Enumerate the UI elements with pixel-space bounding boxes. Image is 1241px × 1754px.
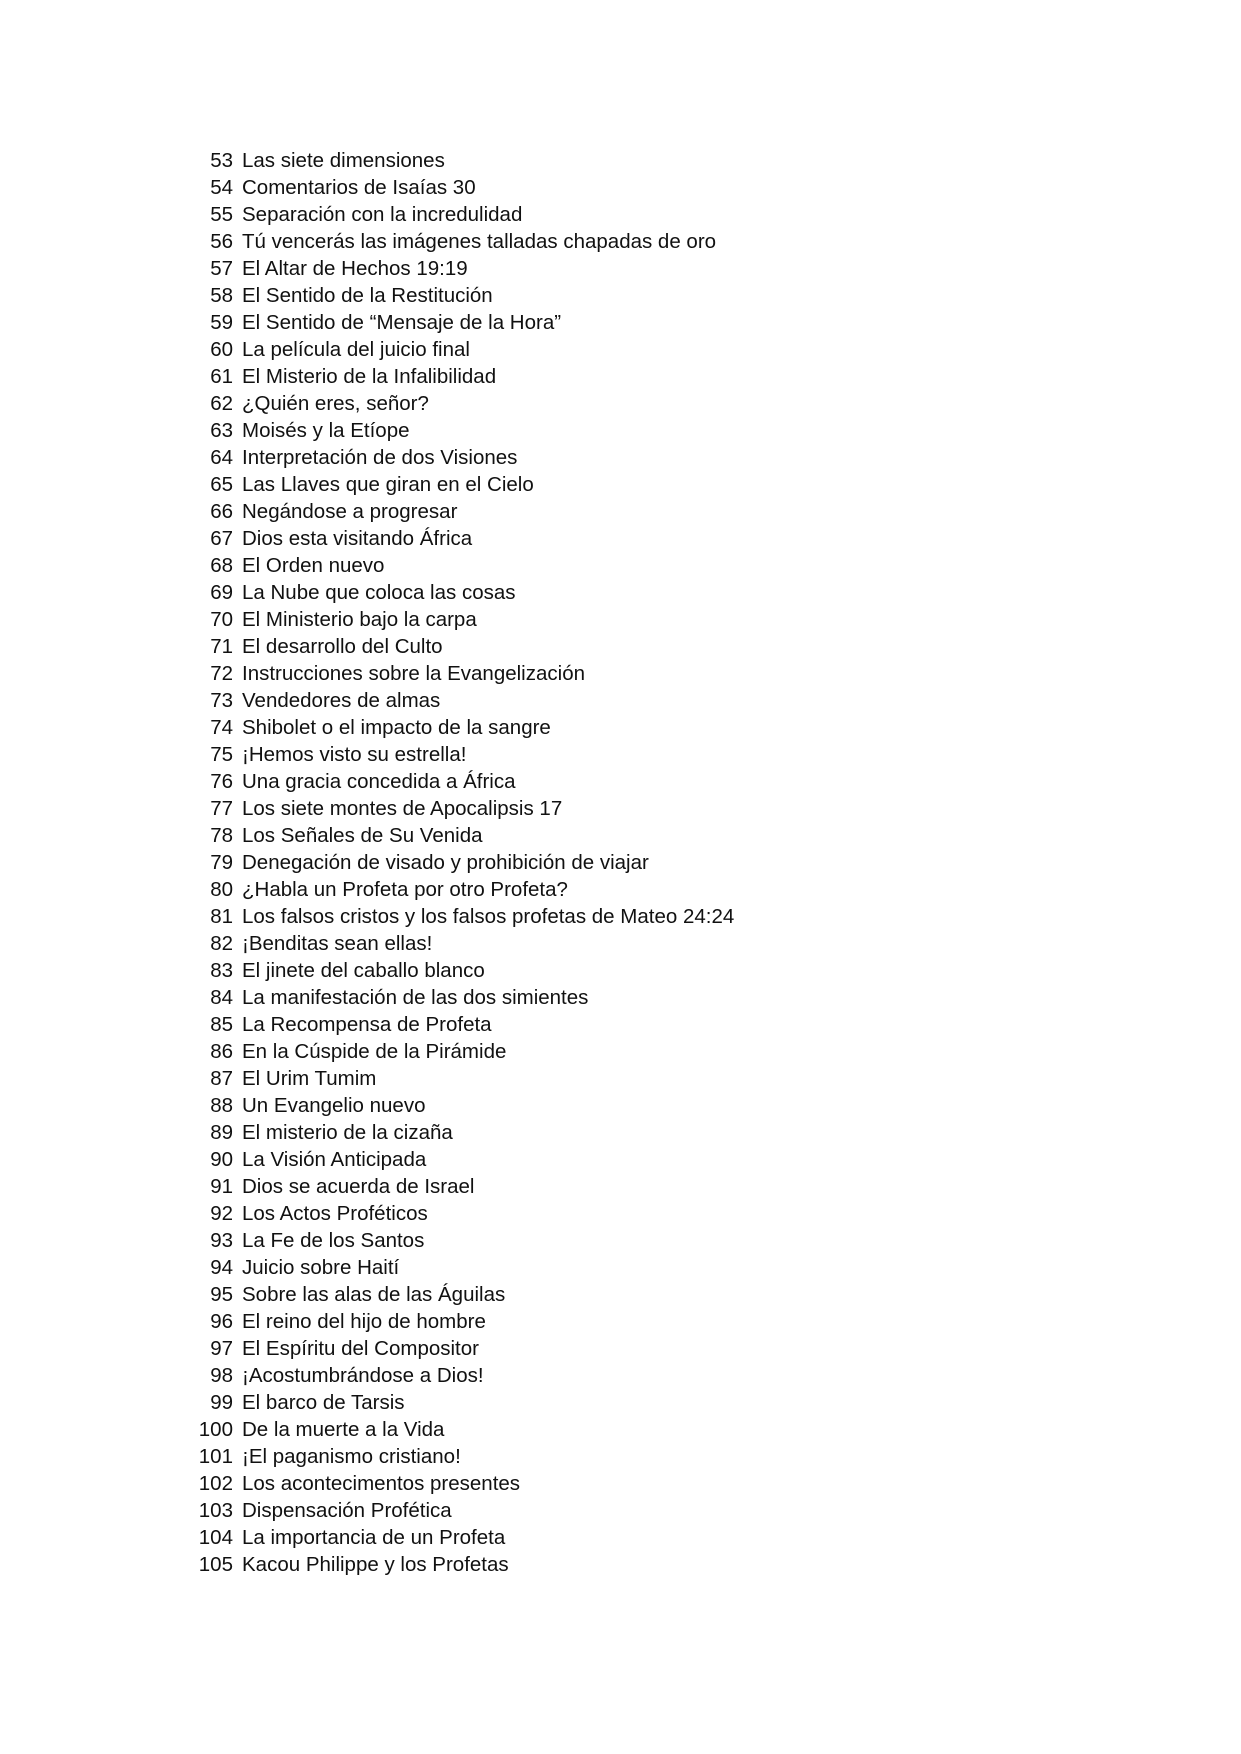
item-number: 91 <box>210 1175 233 1198</box>
item-title: Los Señales de Su Venida <box>242 824 483 847</box>
list-item <box>190 1146 734 1173</box>
item-number: 101 <box>198 1445 233 1468</box>
list-item <box>190 606 734 633</box>
item-number: 57 <box>210 257 233 280</box>
item-title: El Urim Tumim <box>242 1067 377 1090</box>
list-item <box>190 1416 734 1443</box>
list-item <box>190 903 734 930</box>
list-item <box>190 1065 734 1092</box>
item-title: Una gracia concedida a África <box>242 770 516 793</box>
item-title: Los falsos cristos y los falsos profetas de Mateo 24:24 <box>242 905 735 928</box>
list-item <box>190 741 734 768</box>
item-title: ¡Hemos visto su estrella! <box>242 743 467 766</box>
list-item <box>190 1200 734 1227</box>
item-number: 96 <box>210 1310 233 1333</box>
item-title: La importancia de un Profeta <box>242 1526 506 1549</box>
list-item <box>190 228 734 255</box>
list-item <box>190 768 734 795</box>
item-title: ¡Benditas sean ellas! <box>242 932 433 955</box>
item-title: El jinete del caballo blanco <box>242 959 485 982</box>
item-title: El Sentido de la Restitución <box>242 284 493 307</box>
list-item <box>190 1011 734 1038</box>
list-item <box>190 579 734 606</box>
item-number: 78 <box>210 824 233 847</box>
list-item <box>190 417 734 444</box>
item-number: 102 <box>198 1472 233 1495</box>
item-number: 75 <box>210 743 233 766</box>
item-number: 99 <box>210 1391 233 1414</box>
item-number: 62 <box>210 392 233 415</box>
item-title: Los siete montes de Apocalipsis 17 <box>242 797 563 820</box>
item-number: 89 <box>210 1121 233 1144</box>
item-title: La manifestación de las dos simientes <box>242 986 589 1009</box>
item-number: 54 <box>210 176 233 199</box>
item-title: Separación con la incredulidad <box>242 203 523 226</box>
item-number: 72 <box>210 662 233 685</box>
item-title: Tú vencerás las imágenes talladas chapadas de oro <box>242 230 717 253</box>
item-number: 83 <box>210 959 233 982</box>
item-title: ¡El paganismo cristiano! <box>242 1445 461 1468</box>
item-title: El Sentido de “Mensaje de la Hora” <box>242 311 562 334</box>
item-number: 76 <box>210 770 233 793</box>
list-item <box>190 336 734 363</box>
list-item <box>190 309 734 336</box>
list-item <box>190 255 734 282</box>
list-item <box>190 1038 734 1065</box>
list-item <box>190 498 734 525</box>
list-item <box>190 147 734 174</box>
list-item <box>190 1551 734 1578</box>
item-title: La Visión Anticipada <box>242 1148 427 1171</box>
item-number: 64 <box>210 446 233 469</box>
list-item <box>190 957 734 984</box>
item-number: 80 <box>210 878 233 901</box>
list-item <box>190 876 734 903</box>
list-item <box>190 552 734 579</box>
list-item <box>190 525 734 552</box>
item-title: ¿Habla un Profeta por otro Profeta? <box>242 878 568 901</box>
item-number: 87 <box>210 1067 233 1090</box>
list-item <box>190 633 734 660</box>
item-title: Negándose a progresar <box>242 500 458 523</box>
item-number: 86 <box>210 1040 233 1063</box>
item-number: 74 <box>210 716 233 739</box>
item-number: 100 <box>198 1418 233 1441</box>
item-number: 85 <box>210 1013 233 1036</box>
item-title: Dispensación Profética <box>242 1499 452 1522</box>
item-number: 68 <box>210 554 233 577</box>
item-number: 82 <box>210 932 233 955</box>
item-title: Denegación de visado y prohibición de viajar <box>242 851 649 874</box>
item-number: 60 <box>210 338 233 361</box>
item-title: Las siete dimensiones <box>242 149 445 172</box>
list-item <box>190 1389 734 1416</box>
list-item <box>190 444 734 471</box>
item-number: 88 <box>210 1094 233 1117</box>
item-title: De la muerte a la Vida <box>242 1418 445 1441</box>
item-title: El misterio de la cizaña <box>242 1121 453 1144</box>
item-title: El desarrollo del Culto <box>242 635 443 658</box>
item-title: Shibolet o el impacto de la sangre <box>242 716 551 739</box>
item-number: 73 <box>210 689 233 712</box>
item-title: Vendedores de almas <box>242 689 441 712</box>
item-title: Las Llaves que giran en el Cielo <box>242 473 534 496</box>
item-number: 70 <box>210 608 233 631</box>
item-number: 90 <box>210 1148 233 1171</box>
item-number: 56 <box>210 230 233 253</box>
item-title: El barco de Tarsis <box>242 1391 405 1414</box>
item-number: 66 <box>210 500 233 523</box>
list-item <box>190 1497 734 1524</box>
item-number: 103 <box>198 1499 233 1522</box>
item-title: Moisés y la Etíope <box>242 419 410 442</box>
list-item <box>190 471 734 498</box>
item-number: 105 <box>198 1553 233 1576</box>
item-number: 98 <box>210 1364 233 1387</box>
item-number: 53 <box>210 149 233 172</box>
list-item <box>190 1362 734 1389</box>
list-item <box>190 984 734 1011</box>
list-item <box>190 282 734 309</box>
item-number: 71 <box>210 635 233 658</box>
list-item <box>190 1524 734 1551</box>
list-item <box>190 390 734 417</box>
item-number: 94 <box>210 1256 233 1279</box>
list-item <box>190 1443 734 1470</box>
item-number: 104 <box>198 1526 233 1549</box>
item-title: Juicio sobre Haití <box>242 1256 400 1279</box>
item-number: 63 <box>210 419 233 442</box>
item-number: 58 <box>210 284 233 307</box>
item-title: Interpretación de dos Visiones <box>242 446 518 469</box>
list-item <box>190 174 734 201</box>
item-title: El Orden nuevo <box>242 554 385 577</box>
item-title: En la Cúspide de la Pirámide <box>242 1040 507 1063</box>
item-number: 65 <box>210 473 233 496</box>
list-item <box>190 687 734 714</box>
list-item <box>190 660 734 687</box>
item-number: 92 <box>210 1202 233 1225</box>
list-item <box>190 1470 734 1497</box>
list-item <box>190 822 734 849</box>
list-item <box>190 1308 734 1335</box>
item-title: La Nube que coloca las cosas <box>242 581 516 604</box>
item-number: 93 <box>210 1229 233 1252</box>
item-title: ¿Quién eres, señor? <box>242 392 429 415</box>
item-title: La Recompensa de Profeta <box>242 1013 492 1036</box>
item-title: Kacou Philippe y los Profetas <box>242 1553 509 1576</box>
item-title: Dios esta visitando África <box>242 527 473 550</box>
list-item <box>190 1092 734 1119</box>
item-title: Comentarios de Isaías 30 <box>242 176 476 199</box>
item-number: 67 <box>210 527 233 550</box>
item-number: 69 <box>210 581 233 604</box>
item-number: 79 <box>210 851 233 874</box>
list-item <box>190 1281 734 1308</box>
item-title: Los Actos Proféticos <box>242 1202 428 1225</box>
list-item <box>190 1254 734 1281</box>
list-item <box>190 201 734 228</box>
item-number: 84 <box>210 986 233 1009</box>
sermon-title-list <box>190 147 734 1578</box>
item-title: La Fe de los Santos <box>242 1229 425 1252</box>
item-number: 95 <box>210 1283 233 1306</box>
item-title: Dios se acuerda de Israel <box>242 1175 475 1198</box>
item-title: El Altar de Hechos 19:19 <box>242 257 468 280</box>
item-number: 97 <box>210 1337 233 1360</box>
list-item <box>190 1335 734 1362</box>
list-item <box>190 795 734 822</box>
item-title: La película del juicio final <box>242 338 470 361</box>
list-item <box>190 930 734 957</box>
item-title: Los acontecimentos presentes <box>242 1472 521 1495</box>
item-title: El Misterio de la Infalibilidad <box>242 365 497 388</box>
list-item <box>190 1227 734 1254</box>
list-item <box>190 1173 734 1200</box>
item-title: ¡Acostumbrándose a Dios! <box>242 1364 484 1387</box>
list-item <box>190 1119 734 1146</box>
item-title: Un Evangelio nuevo <box>242 1094 426 1117</box>
item-title: El Espíritu del Compositor <box>242 1337 479 1360</box>
list-item <box>190 714 734 741</box>
item-number: 61 <box>210 365 233 388</box>
item-number: 77 <box>210 797 233 820</box>
list-item <box>190 849 734 876</box>
item-title: Instrucciones sobre la Evangelización <box>242 662 585 685</box>
item-title: Sobre las alas de las Águilas <box>242 1283 506 1306</box>
list-item <box>190 363 734 390</box>
item-title: El reino del hijo de hombre <box>242 1310 486 1333</box>
item-title: El Ministerio bajo la carpa <box>242 608 477 631</box>
item-number: 59 <box>210 311 233 334</box>
item-number: 55 <box>210 203 233 226</box>
item-number: 81 <box>210 905 233 928</box>
